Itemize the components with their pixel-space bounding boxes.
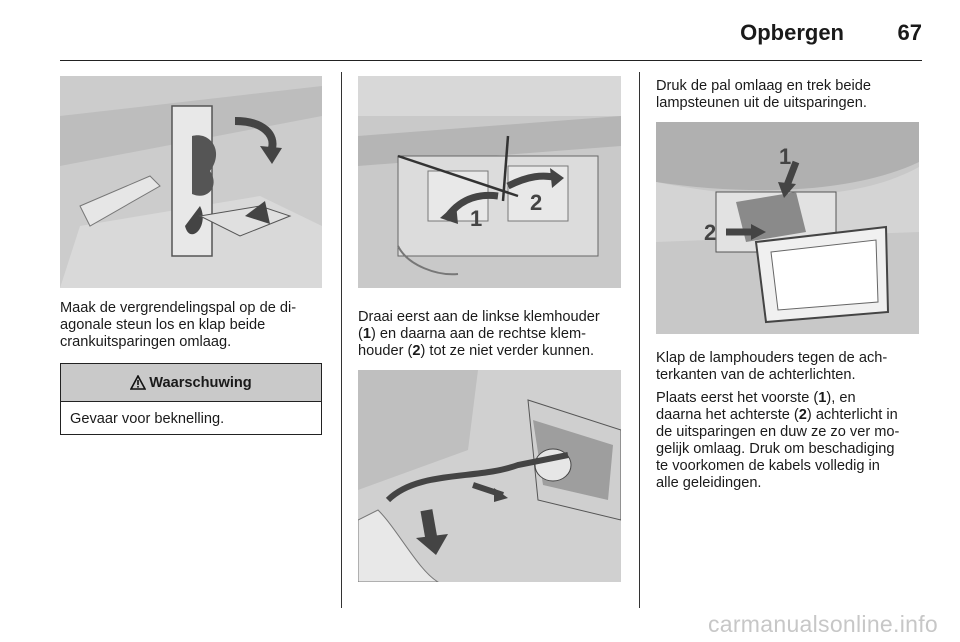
instruction-paragraph-3: Druk de pal omlaag en trek beide lampsteunen uit de uitsparingen. xyxy=(656,78,871,111)
illustration-lamp-supports xyxy=(656,122,919,334)
p2-line-3: houder (2) tot ze niet verder kunnen. xyxy=(358,343,595,359)
ref-1: 1 xyxy=(362,326,371,342)
warning-text: Gevaar voor beknelling. xyxy=(70,411,225,427)
ref-front: 1 xyxy=(818,390,827,406)
instruction-paragraph-4: Klap de lamphouders tegen de ach- terkanten van de achterlichten. xyxy=(656,350,888,383)
illustration-crank-bracket xyxy=(60,76,322,288)
warning-header xyxy=(61,364,321,402)
p2-line-2: (1) en daarna aan de rechtse klem- xyxy=(358,326,586,342)
warning-title: Waarschuwing xyxy=(149,374,252,391)
instruction-paragraph-2 xyxy=(358,309,638,360)
p2-line-1: Draai eerst aan de linkse klemhouder xyxy=(358,309,600,325)
diagram-label-1: 1 xyxy=(470,206,483,231)
column-divider-2 xyxy=(639,72,640,608)
ref-rear: 2 xyxy=(798,407,807,423)
ref-2: 2 xyxy=(412,343,421,359)
column-divider-1 xyxy=(341,72,342,608)
diagram-label-2: 2 xyxy=(530,190,543,215)
p5-rest: de uitsparingen en duw ze zo ver mo- gelijk omlaag. Druk om beschadiging te voorkomen de kabels volledig in alle geleidingen. xyxy=(656,424,900,491)
page-header xyxy=(60,18,922,61)
warning-box xyxy=(60,363,322,435)
watermark: carmanualsonline.info xyxy=(707,611,938,637)
p5-line-1: Plaats eerst het voorste (1), en xyxy=(656,390,856,406)
diagram-label-1b: 1 xyxy=(779,144,792,169)
illustration-clamp-holders xyxy=(358,76,621,288)
diagram-label-2b: 2 xyxy=(704,220,717,245)
page-title: Opbergen xyxy=(740,20,844,45)
page-number: 67 xyxy=(897,20,922,45)
instruction-paragraph-5 xyxy=(656,390,931,492)
warning-triangle-icon xyxy=(130,375,146,390)
instruction-paragraph-1: Maak de vergrendelingspal op de di- agonale steun los en klap beide crankuitsparingen omlaag. xyxy=(60,300,297,350)
illustration-lamp-holder-hand xyxy=(358,370,621,582)
p5-line-2: daarna het achterste (2) achterlicht in xyxy=(656,407,898,423)
